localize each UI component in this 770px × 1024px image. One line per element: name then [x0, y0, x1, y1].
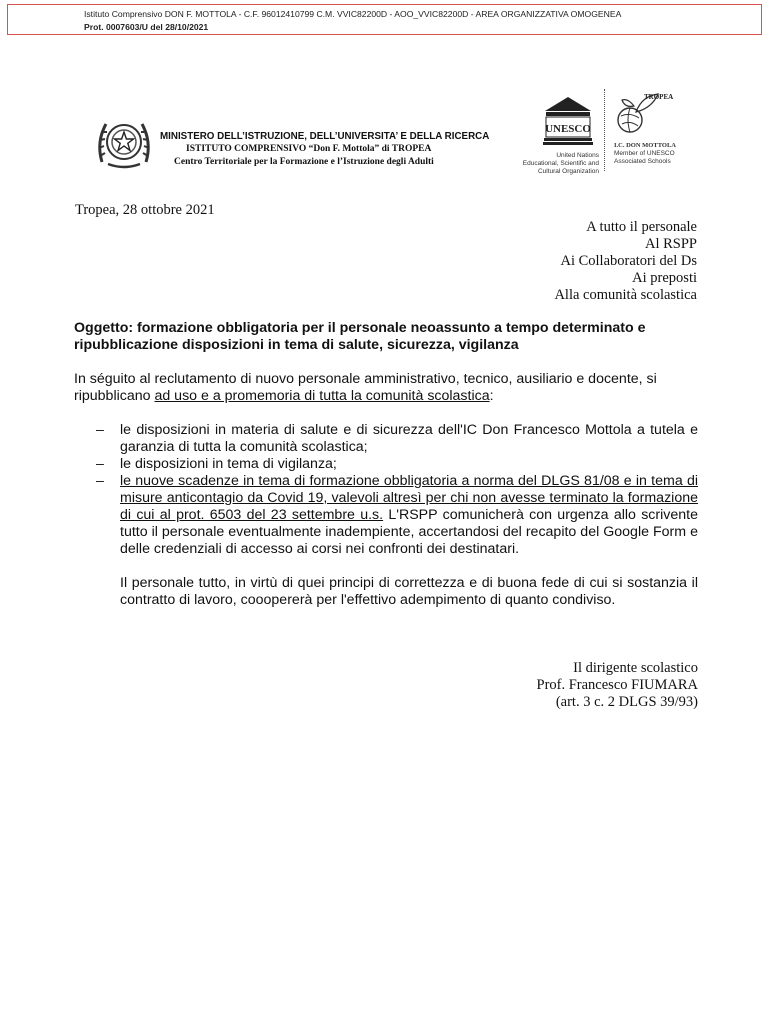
institute-name: ISTITUTO COMPRENSIVO “Don F. Mottola” di TROPEA	[186, 144, 432, 154]
unesco-caption-line: Cultural Organization	[537, 168, 599, 175]
leaf-globe-icon	[612, 90, 692, 140]
intro-underlined: ad uso e a promemoria di tutta la comunità scolastica	[154, 388, 490, 404]
unesco-logo	[508, 95, 603, 175]
protocol-stamp	[7, 4, 762, 35]
signature-block	[537, 660, 699, 711]
centre-name: Centro Territoriale per la Formazione e l’Istruzione degli Adulti	[174, 157, 434, 167]
italian-republic-emblem-icon	[94, 112, 154, 170]
tropea-word: TROPEA	[644, 93, 674, 101]
signature-note: (art. 3 c. 2 DLGS 39/93)	[555, 694, 698, 710]
letterhead	[0, 85, 770, 180]
intro-colon: :	[489, 388, 494, 404]
school-logo-caption-line: I.C. DON MOTTOLA	[614, 142, 676, 149]
list-item-text: le disposizioni in tema di vigilanza;	[120, 456, 337, 472]
ministry-heading	[160, 130, 489, 169]
signature-name: Prof. Francesco FIUMARA	[536, 677, 698, 693]
recipients-block	[554, 219, 697, 304]
recipient: Al RSPP	[645, 236, 697, 252]
school-logo	[612, 90, 707, 172]
list-item	[74, 456, 698, 473]
list-item-text: L'RSPP comunicherà con urgenza allo scrivente tutto il personale eventualmente inadempiente, accertandosi del recapito del Google Form e delle credenziali di accesso ai corsi nei confronti dei destinatari.	[120, 507, 698, 557]
dispositions-list	[74, 422, 698, 609]
unesco-caption	[523, 152, 599, 176]
signature-role: Il dirigente scolastico	[573, 660, 698, 676]
list-dash: –	[96, 456, 104, 472]
unesco-word: UNESCO	[545, 123, 591, 135]
recipient: A tutto il personale	[586, 219, 697, 235]
intro-paragraph	[74, 371, 698, 405]
list-item-underlined: le nuove scadenze in tema di formazione obbligatoria a norma del DLGS 81/08 e in tema di misure anticontagio da Covid 19, valevoli altresì per chi non avesse terminato la formazione di cui al prot. 6503 del 23 settembre u.s.	[120, 473, 698, 523]
recipient: Ai Collaboratori del Ds	[560, 253, 697, 269]
list-dash: –	[96, 473, 104, 489]
recipient: Ai preposti	[632, 270, 697, 286]
list-item-text: le disposizioni in materia di salute e di sicurezza dell'IC Don Francesco Mottola a tutela e garanzia di tutta la comunità scolastica;	[120, 422, 698, 455]
protocol-number: Prot. 0007603/U del 28/10/2021	[84, 22, 209, 32]
school-logo-caption-line: Associated Schools	[614, 158, 671, 165]
unesco-caption-line: Educational, Scientific and	[522, 160, 599, 167]
stamp-line-1: Istituto Comprensivo DON F. MOTTOLA - C.F. 96012410799 C.M. VVIC82200D - AOO_VVIC82200D - AREA ORGANIZZATIVA OMOGENEA	[84, 9, 622, 19]
place-date: Tropea, 28 ottobre 2021	[75, 202, 215, 218]
unesco-temple-icon	[543, 95, 593, 147]
school-logo-caption	[614, 142, 676, 166]
intro-text: In séguito al reclutamento di nuovo personale amministrativo, tecnico, ausiliario e docente, si ripubblicano	[74, 371, 657, 404]
list-item	[74, 422, 698, 456]
unesco-caption-line: United Nations	[556, 152, 599, 159]
recipient: Alla comunità scolastica	[554, 287, 697, 303]
list-dash: –	[96, 422, 104, 438]
list-item	[74, 473, 698, 558]
ministry-name: MINISTERO DELL’ISTRUZIONE, DELL’UNIVERSITA’ E DELLA RICERCA	[160, 131, 490, 142]
school-logo-caption-line: Member of UNESCO	[614, 150, 675, 157]
closing-paragraph: Il personale tutto, in virtù di quei principi di correttezza e di buona fede di cui si sostanzia il contratto di lavoro, cooopererà per l'effettivo adempimento di quanto condiviso.	[120, 575, 698, 608]
logo-divider	[604, 89, 605, 171]
subject-line: Oggetto: formazione obbligatoria per il personale neoassunto a tempo determinato e ripubblicazione disposizioni in tema di salute, sicurezza, vigilanza	[74, 320, 646, 353]
